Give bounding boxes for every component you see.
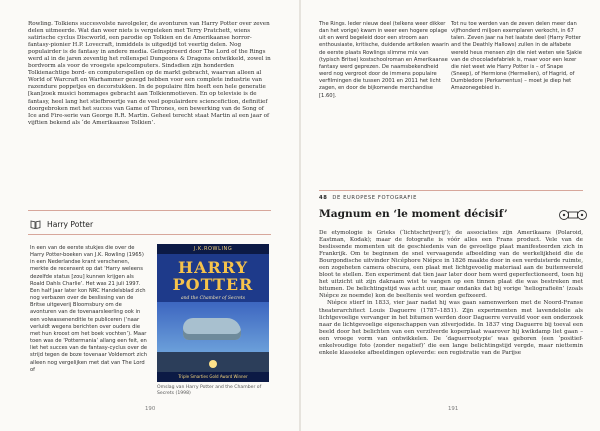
left-page <box>0 0 299 431</box>
page-number-right: 191 <box>448 406 459 412</box>
section-title: DE EUROPESE FOTOGRAFIE <box>332 195 418 201</box>
sidebar-rule <box>28 234 271 235</box>
sidebar-title-text: Harry Potter <box>47 220 94 229</box>
right-column-2 <box>451 21 583 93</box>
sidebar-text <box>30 245 148 374</box>
sidebar-title <box>30 220 93 229</box>
section-rule <box>319 190 583 191</box>
section-label <box>319 195 417 201</box>
book-cover-image <box>157 244 269 382</box>
right-page <box>301 0 600 431</box>
section-number: 48 <box>319 195 328 201</box>
left-top-paragraph: Rowling. Tolkiens succesvolste navolgeler, de avonturen van Harry Potter over zeven delen uitmeerde. Wat dan weer niets is vergeleken met Terry Pratchett, wiens satirische cyclus Discworld, een parodie op Tolkien en de Amerikaanse horror-fantasy-pionier H.P. Lovecraft, inmiddels is uitgedijd tot veertig delen. Nog populairder is de fantasy in andere media. Geïnspireerd door The Lord of the Rings werd al in de jaren zeventig het rollenspel Dungeons & Dragons ontwikkeld, zowel in bordvorm als voor de vroegste spelcomputers. Sindsdien zijn honderden Tolkienachtige bord- en computerspellen op de markt gebracht, waarvan alleen al World of Warcraft en Warhammer gezegd hebben voor een complete industrie van razendure poppetjes en decorstukken. In de populaire film heeft een hele generatie [kan]zoek musici hommages gebracht aan Tolkienmotieven. En op televisie is de fantasy, heel lang het stiefbroertje van de veel populairdere sciencefiction, definitief doorgebroken met het succes van Game of Thrones, een bewerking van de Song of Ice and Fire-serie van George R.R. Martin. Geheel terecht staat Martin al een jaar of vijftien bekend als ‘de Amerikaanse Tolkien’. <box>28 21 271 126</box>
chapter-heading: Magnum en ‘le moment décisif’ <box>319 208 508 220</box>
body-paragraph-2: Niépce stierf in 1833, vier jaar nadat hij was gaan samenwerken met de Noord-Franse theaterarchitect Louis Daguerre (1787–1851). Zijn experimenten met lavendelolie als lichtgevoelige vervanger in het bitumen werden door Daguerre vervuild voor een onderzoek naar de lichtgevoelige eigenschappen van zilverjodide. In 1837 ving Daguerre bij toeval een beeld door het belichten van een verzilverde koperplaat waarover hij kwikdamp liet gaan – een vroege vorm van ontwikkelen. De ‘daguerreotypie’ was geboren (een ‘positief-enkelvoudige foto (zonder negatief)’ die een lange belichtingstijd vergde, maar niettemin enkele klassieke afbeeldingen opleverde: een registratie van de Parijse <box>319 300 583 356</box>
left-body-text <box>28 21 271 127</box>
train-lamp <box>209 360 217 368</box>
camera-reel-icon <box>558 208 588 222</box>
cover-award-text: Triple Smarties Gold Award Winner <box>178 374 248 379</box>
right-body-text <box>319 230 583 357</box>
right-col1-paragraph: The Rings. Ieder nieuw deel (telkens weer dikker dan het vorige) kwam in weer een hogere oplage uit en werd begeleid door een stroom aan enthousiaste, kritische, duidende artikelen waarin de eerste plaats Rowlings slimme mix van (typisch Britse) kostschoolroman en Amerikaanse fantasy werd geprezen. De naamsbekendheid werd nog vergroot door de immens populaire verfilmingen die tussen 2001 en 2011 het licht zagen, en door de bijkomende merchandise [1.60]. <box>319 21 449 99</box>
sidebar-paragraph: In een van de eerste stukjes die over de Harry Potter-boeken van J.K. Rowling (1965) in een Nederlandse krant verschenen, merkte de recensent op dat ‘Harry weleens dezelfde status [zou] kunnen krijgen als Roald Dahls Charlie’. Het was 21 juli 1997. Een half jaar later kon NRC Handelsblad zich nog verbazen over de beslissing van de Britse uitgeverij Bloomsbury om de avonturen van de tovenaarsleerling ook in een volwassenenditie te publiceren (‘naar verluidt wegens berichten over ouders die met hun kroost om het boek vochten’). Maar toen was de ‘Pottermania’ allang een feit, en liet het succes van de fantasy-cyclus over de strijd tegen de boze tovenaar Voldemort zich alleen nog vergelijken met dat van The Lord of <box>30 245 148 373</box>
flying-car-illustration <box>183 318 241 340</box>
body-paragraph-1: De etymologie is Grieks (‘lichtschrijverij’); de associaties zijn Amerikaans (Polaroid, Eastman, Kodak); maar de fotografie is vóór alles een Frans product. Vele van de beslissende momenten uit de geschiedenis van de gevoelige plaat manifesteerden zich in Frankrijk. Om te beginnen de snel vervaagende afbeelding van de werkelijkheid die de Bourgondische uitvinder Nicéphore Niépce in 1826 maakte door in een verduisterde ruimte, een zogeheten camera obscura, een plaat met lichtgevoelig materiaal aan de buitenwereld bloot te stellen. Een experiment dat tien jaar later door hem werd geperfectioneerd, toen hij het uitzicht uit zijn dakraam wist te vangen op een tinnen plaat die was bestreken met bitumen. De belichtingstijd was acht uur, maar ondanks dat bij vorige ‘heliografieën’ (zoals Niépce ze noemde) kon de beeltenis wel worden gefixeerd. <box>319 230 583 300</box>
right-col2-paragraph: Tot nu toe werden van de zeven delen meer dan vijfhonderd miljoen exemplaren verkocht, in 67 talen. Zeven jaar na het laatste deel (Harry Potter and the Deathly Hallows) zullen in de alfabete wereld heus mensen zijn die niet weten wie Sjakie van de chocoladefabriek is, maar voor een lezer die niet weet wie Harry Potter is – of Snape (Sneep), of Hermione (Hermelien), of Hagrid, of Dumbledore (Perkamentus) – moet je diep het Amazonegebied in. <box>451 21 582 92</box>
section-divider <box>28 210 271 211</box>
image-caption: Omslag van Harry Potter and the Chamber of Secrets (1998) <box>157 385 262 397</box>
cover-title-line1: HARRY <box>177 258 249 277</box>
cover-subtitle: and the Chamber of Secrets <box>180 296 246 301</box>
right-column-1 <box>319 21 449 100</box>
cover-author: J.K.ROWLING <box>193 246 233 252</box>
cover-title-line2: POTTER <box>172 275 254 294</box>
book-icon <box>30 220 41 229</box>
page-number-left: 190 <box>145 406 156 412</box>
